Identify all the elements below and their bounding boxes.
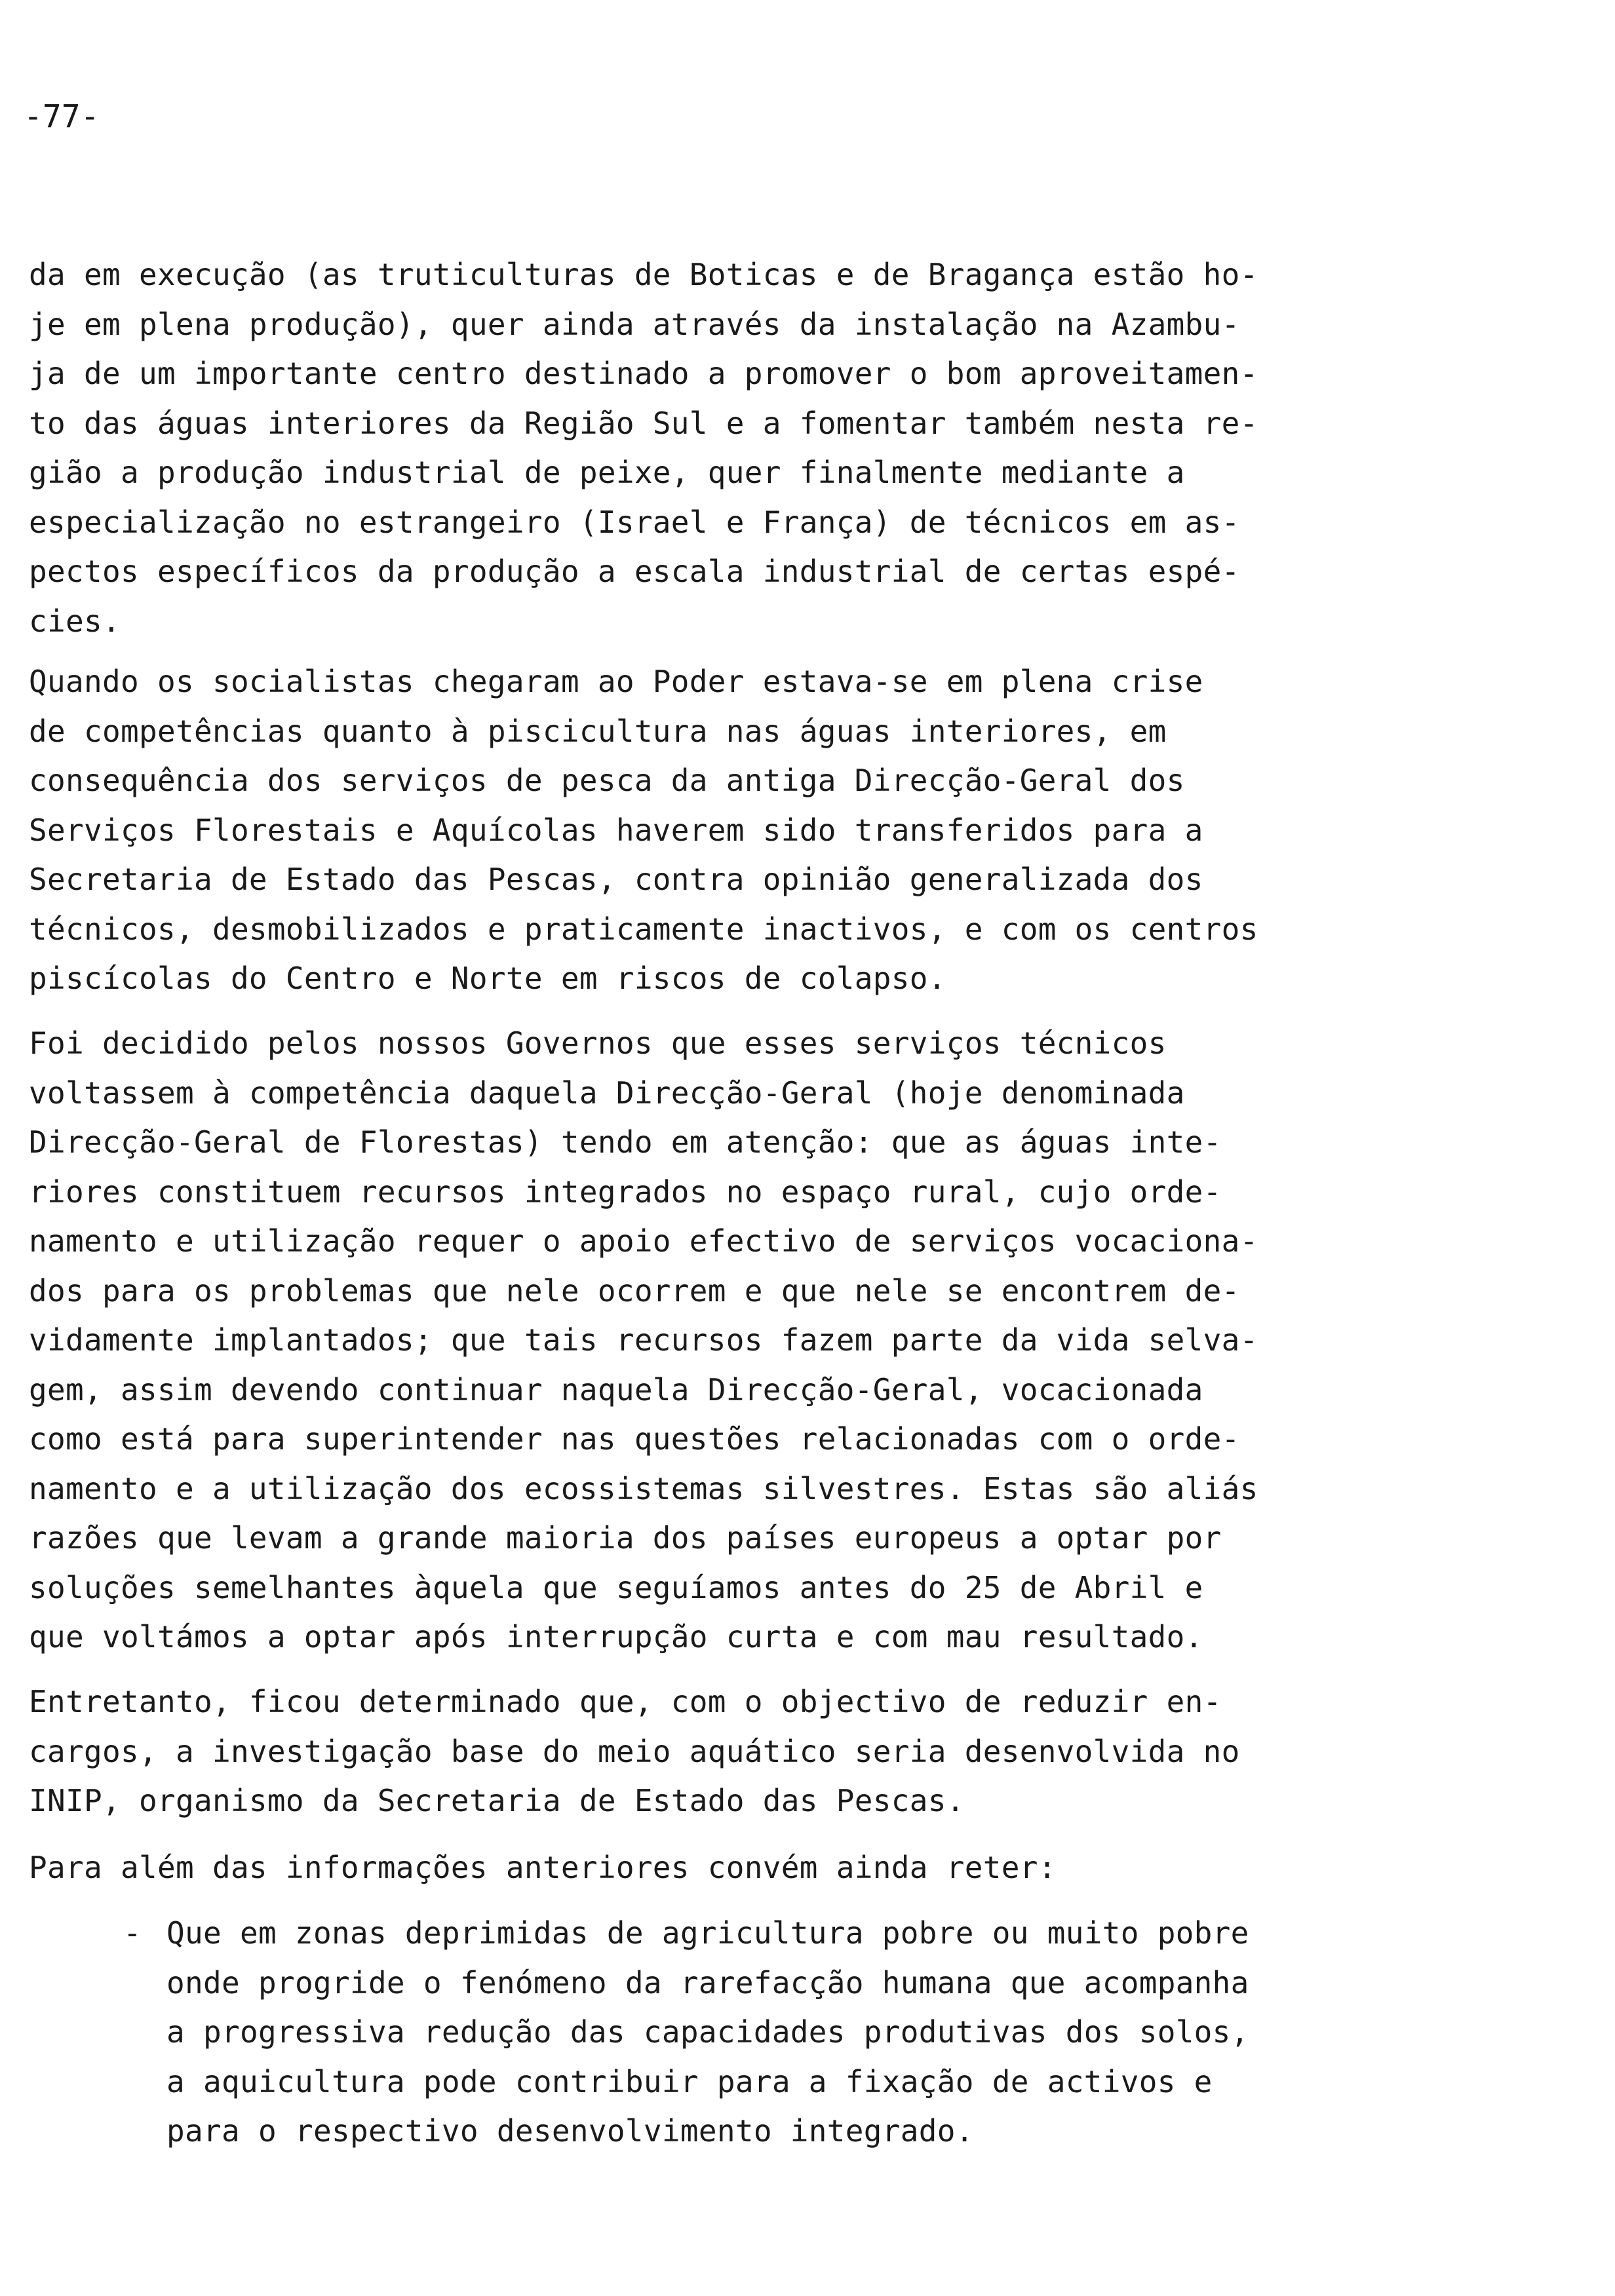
text-line: a aquicultura pode contribuir para a fixação de activos e xyxy=(166,2063,1213,2099)
text-line: cies. xyxy=(29,603,121,639)
text-line: vidamente implantados; que tais recursos fazem parte da vida selva- xyxy=(29,1322,1258,1358)
text-line: voltassem à competência daquela Direcção-Geral (hoje denominada xyxy=(29,1075,1185,1111)
text-line: gem, assim devendo continuar naquela Direcção-Geral, vocacionada xyxy=(29,1371,1203,1407)
text-line: Direcção-Geral de Florestas) tendo em atenção: que as águas inte- xyxy=(29,1124,1222,1160)
text-line: INIP, organismo da Secretaria de Estado das Pescas. xyxy=(29,1783,965,1818)
text-line: Para além das informações anteriores convém ainda reter: xyxy=(29,1850,1057,1885)
text-line: Entretanto, ficou determinado que, com o objectivo de reduzir en- xyxy=(29,1684,1222,1719)
paragraph-3 xyxy=(29,1019,1340,1662)
text-line: je em plena produção), quer ainda através da instalação na Azambu- xyxy=(29,306,1240,342)
text-line: soluções semelhantes àquela que seguíamos antes do 25 de Abril e xyxy=(29,1569,1203,1605)
text-line: especialização no estrangeiro (Israel e França) de técnicos em as- xyxy=(29,504,1240,540)
list-dash-marker: - xyxy=(123,1915,142,1951)
paragraph-2 xyxy=(29,657,1340,1004)
text-line: a progressiva redução das capacidades produtivas dos solos, xyxy=(166,2014,1249,2050)
text-line: técnicos, desmobilizados e praticamente inactivos, e com os centros xyxy=(29,911,1258,947)
text-line: to das águas interiores da Região Sul e a fomentar também nesta re- xyxy=(29,405,1258,441)
text-line: pectos específicos da produção a escala industrial de certas espé- xyxy=(29,554,1240,589)
text-line: riores constituem recursos integrados no espaço rural, cujo orde- xyxy=(29,1174,1222,1210)
text-line: de competências quanto à piscicultura nas águas interiores, em xyxy=(29,713,1167,749)
text-line: piscícolas do Centro e Norte em riscos de colapso. xyxy=(29,961,946,996)
text-line: Serviços Florestais e Aquícolas haverem sido transferidos para a xyxy=(29,812,1203,848)
text-line: Que em zonas deprimidas de agricultura pobre ou muito pobre xyxy=(166,1915,1249,1951)
text-line: como está para superintender nas questões relacionadas com o orde- xyxy=(29,1421,1240,1457)
text-line: da em execução (as truticulturas de Boticas e de Bragança estão ho- xyxy=(29,257,1258,292)
text-line: Quando os socialistas chegaram ao Poder estava-se em plena crise xyxy=(29,664,1203,699)
list-item-text xyxy=(166,1909,1249,2156)
text-line: cargos, a investigação base do meio aquático seria desenvolvida no xyxy=(29,1733,1240,1769)
page-number: -77- xyxy=(24,98,100,135)
text-line: onde progride o fenómeno da rarefacção humana que acompanha xyxy=(166,1964,1249,2000)
text-line: Foi decidido pelos nossos Governos que esses serviços técnicos xyxy=(29,1025,1167,1061)
paragraph-1 xyxy=(29,250,1340,646)
text-line: namento e utilização requer o apoio efectivo de serviços vocaciona- xyxy=(29,1223,1258,1259)
text-line: que voltámos a optar após interrupção curta e com mau resultado. xyxy=(29,1619,1203,1655)
text-line: para o respectivo desenvolvimento integrado. xyxy=(166,2113,974,2149)
text-line: ja de um importante centro destinado a promover o bom aproveitamen- xyxy=(29,356,1258,391)
text-line: razões que levam a grande maioria dos países europeus a optar por xyxy=(29,1520,1222,1556)
text-line: gião a produção industrial de peixe, quer finalmente mediante a xyxy=(29,455,1185,490)
text-line: consequência dos serviços de pesca da antiga Direcção-Geral dos xyxy=(29,763,1185,798)
text-line: namento e a utilização dos ecossistemas silvestres. Estas são aliás xyxy=(29,1470,1258,1506)
paragraph-5 xyxy=(29,1843,1340,1893)
text-line: dos para os problemas que nele ocorrem e que nele se encontrem de- xyxy=(29,1272,1240,1309)
paragraph-4 xyxy=(29,1677,1340,1826)
text-line: Secretaria de Estado das Pescas, contra opinião generalizada dos xyxy=(29,862,1203,897)
